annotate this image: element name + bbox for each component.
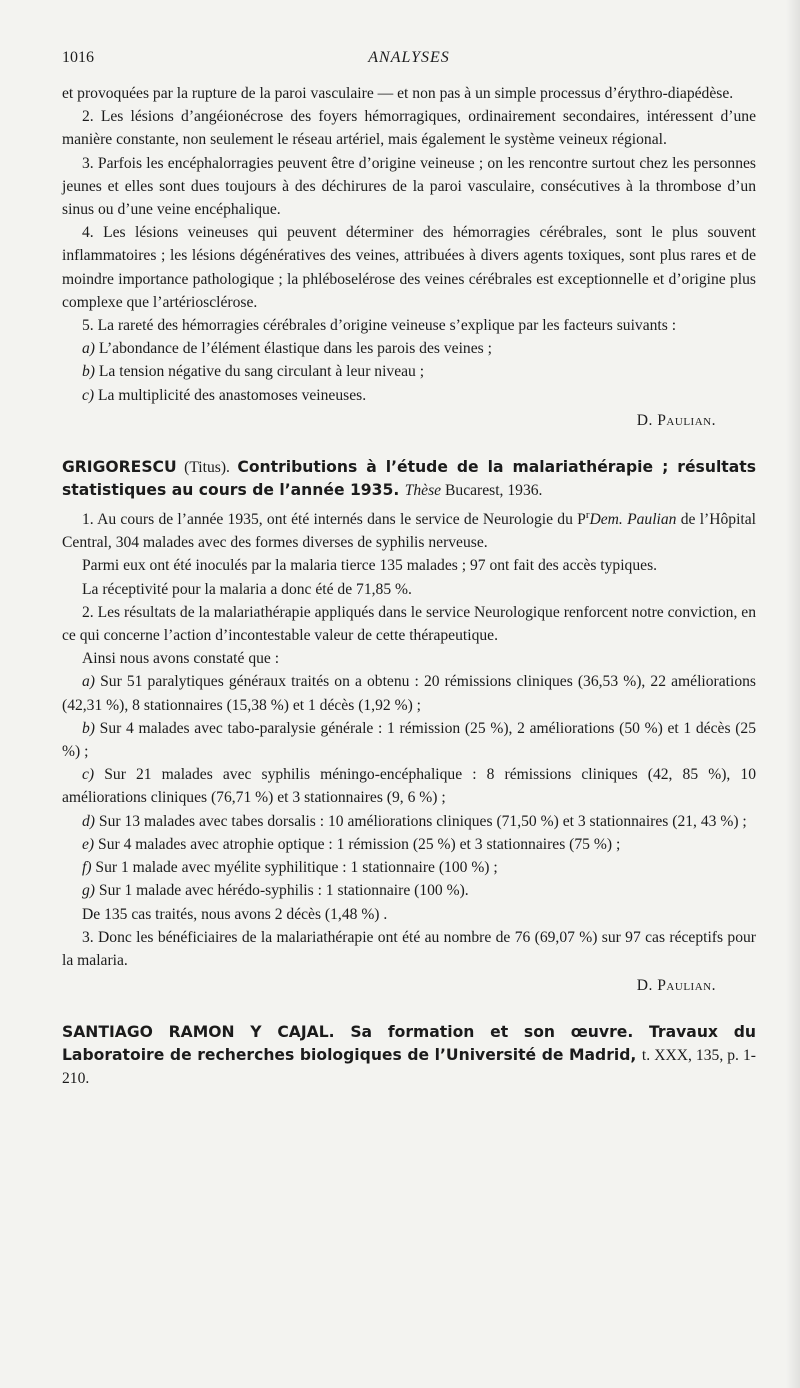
review2-item-f [62,856,756,879]
review2-signature: D. Paulian. [636,977,716,995]
item-text: Sur 4 malades avec tabo-paralysie générale : 1 rémission (25 %), 2 améliorations (50 %) et 1 décès (25 %) ; [62,719,756,761]
item-text: Sur 13 malades avec tabes dorsalis : 10 améliorations cliniques (71,50 %) et 3 stationnaires (21, 43 %) ; [95,812,747,830]
item-text: Sur 51 paralytiques généraux traités on a obtenu : 20 rémissions cliniques (36,53 %), 22 améliorations (42,31 %), 8 stationnaires (15,38 %) et 1 décès (1,92 %) ; [62,673,756,714]
item-text: L’abondance de l’élément élastique dans les parois des veines ; [95,340,492,358]
review2-item-d [62,810,756,833]
item-letter: a) [82,673,95,691]
review1-signature: D. Paulian. [636,411,716,429]
review2-paragraph-2: Parmi eux ont été inoculés par la malaria tierce 135 malades ; 97 ont fait des accès typiques. [82,557,658,575]
review2-item-e [62,833,756,856]
running-title: ANALYSES [368,49,450,66]
review3-reference: t. XXX, 135, p. 1-210. [62,1047,756,1088]
item-text: La tension négative du sang circulant à leur niveau ; [95,363,425,381]
item-text: Sur 21 malades avec syphilis méningo-encéphalique : 8 rémissions cliniques (42, 85 %), 10 améliorations cliniques (76,71 %) et 3 stationnaires (9, 6 %) ; [62,766,756,807]
item-text: Sur 1 malade avec hérédo-syphilis : 1 stationnaire (100 %). [95,882,469,900]
item-text: Sur 4 malades avec atrophie optique : 1 rémission (25 %) et 3 stationnaires (75 %) ; [94,835,621,853]
item-text: La multiplicité des anastomoses veineuses. [94,386,367,404]
review2-item-c [62,763,756,809]
page-edge-shadow [786,0,800,1388]
review2-these: Thèse [404,482,442,500]
item-letter: c) [82,766,95,784]
review1-item-a [62,337,756,360]
item-letter: e) [82,835,95,853]
document-page [62,44,756,1090]
review2-title: Contributions à l’étude de la malariathérapie ; résultats statistiques au cours de l’année 1935. [62,458,756,500]
p7-text: 3. Donc les bénéficiaires de la malariathérapie ont été au nombre de 76 (69,07 %) sur 97 cas réceptifs pour la malaria. [62,928,756,969]
item-letter: b) [82,719,95,737]
item-letter: g) [82,882,95,900]
item-letter: d) [82,812,95,830]
review1-point-2: 2. Les lésions d’angéionécrose des foyers hémorragiques, ordinairement secondaires, intéressent d’une manière constante, non seulement le réseau artériel, mais également le système veineux régional. [62,108,756,149]
review3-heading [62,1021,756,1090]
review3-author: SANTIAGO RAMON Y CAJAL. [62,1023,351,1042]
p1-name: Dem. Paulian [589,511,677,529]
review1-point-4: 4. Les lésions veineuses qui peuvent déterminer des hémorragies cérébrales, sont le plus souvent inflammatoires ; les lésions dégénératives des veines, attribuées à divers agents toxiques, sont plus rares et de moindre importance pathologique ; la phléboselérose des veines cérébrales est exceptionnelle et d’origine plus complexe que l’artériosclérose. [62,224,756,311]
p1-end: de l’Hôpital Central, 304 malades avec des formes diverses de syphilis nerveuse. [62,511,756,552]
item-letter: f) [82,859,92,877]
page-header [62,44,756,72]
review2-paragraph-4: 2. Les résultats de la malariathérapie appliqués dans le service Neurologique renforcent notre conviction, en ce qui concerne l’action d’incontestable valeur de cette thérapeutique. [62,603,756,645]
review2-item-a [62,670,756,716]
review1-point-5: 5. La rareté des hémorragies cérébrales d’origine veineuse s’explique par les facteurs suivants : [82,317,677,335]
review1-item-b [62,360,756,383]
review1-continuation: et provoquées par la rupture de la paroi vasculaire — et non pas à un simple processus d’érythro-diapédèse. [62,85,734,102]
p1-superscript: r [585,508,590,521]
review2-item-g [62,879,756,902]
review2-paragraph-1 [62,508,756,554]
review2-item-b [62,717,756,763]
item-text: Sur 1 malade avec myélite syphilitique : 1 stationnaire (100 %) ; [91,859,498,877]
item-letter: c) [82,386,95,404]
page-number: 1016 [62,49,94,66]
review2-paragraph-5: Ainsi nous avons constaté que : [82,650,280,668]
review2-heading [62,456,756,502]
review2-place: Bucarest, 1936. [441,482,543,500]
review1-item-c [62,384,756,407]
review2-paragraph-3: La réceptivité pour la malaria a donc été de 71,85 %. [82,580,412,598]
review2-paragraph-7 [62,926,756,972]
review2-author: GRIGORESCU [62,458,177,477]
item-letter: a) [82,340,95,358]
review2-paragraph-6: De 135 cas traités, nous avons 2 décès (1,48 %) . [82,905,388,923]
item-letter: b) [82,363,95,381]
review1-point-3: 3. Parfois les encéphalorragies peuvent être d’origine veineuse ; on les rencontre surtout chez les personnes jeunes et elles sont dues toujours à des déchirures de la paroi vasculaire, consécutives à la thrombose d’un sinus ou d’une veine encéphalique. [62,154,756,219]
review3-title: Sa formation et son œuvre. Travaux du Laboratoire de recherches biologiques de l’Université de Madrid, [62,1023,756,1065]
review2-given-name: (Titus). [176,459,238,477]
p1-start: 1. Au cours de l’année 1935, ont été internés dans le service de Neurologie du P [82,511,586,529]
